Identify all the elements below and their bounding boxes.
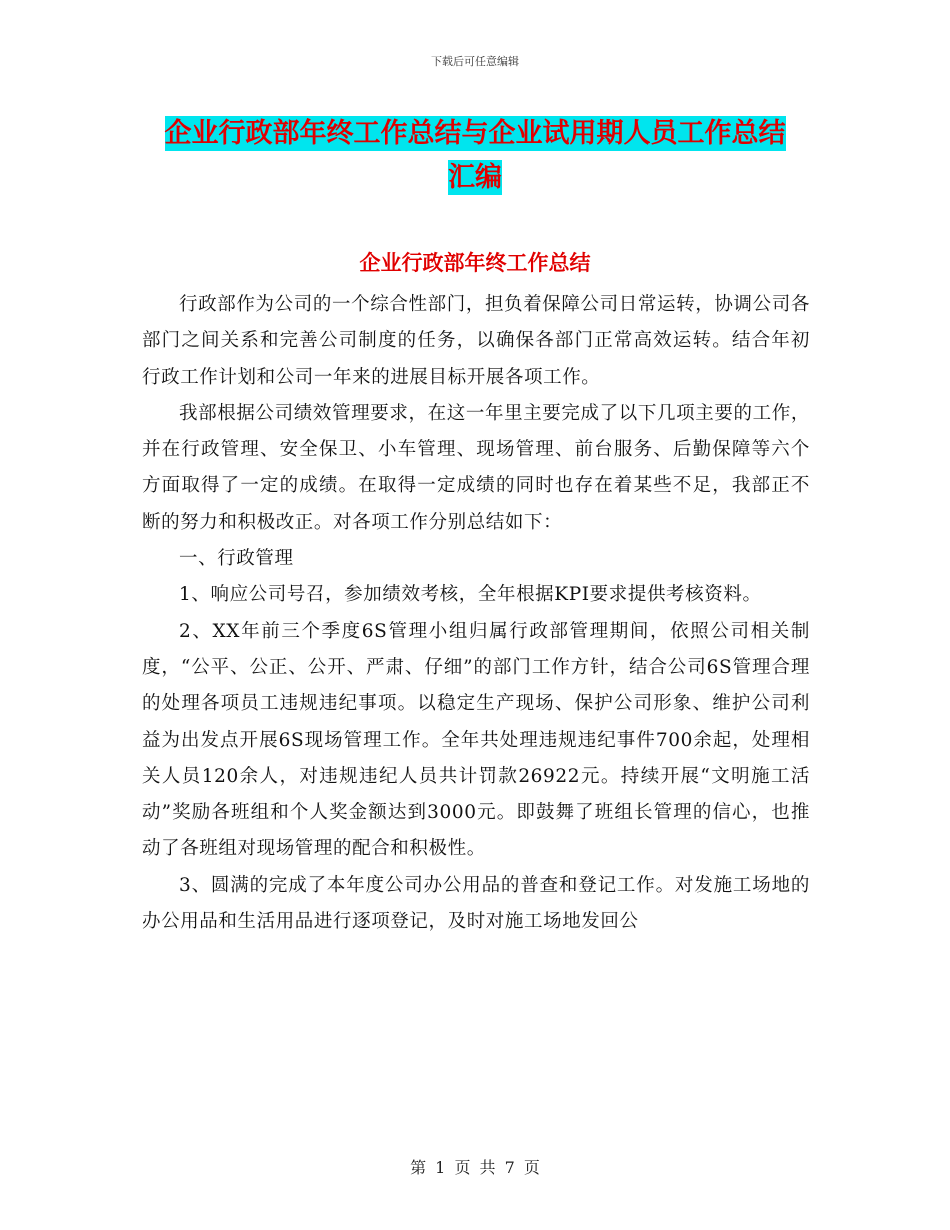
paragraph: 行政部作为公司的一个综合性部门，担负着保障公司日常运转，协调公司各部门之间关系和完善公司制度的任务，以确保各部门正常高效运转。结合年初行政工作计划和公司一年来的进展目标开展各项工作。 — [142, 294, 810, 388]
document-body — [142, 287, 810, 940]
header-note: 下载后可任意编辑 — [431, 55, 519, 68]
paragraph: 1、响应公司号召，参加绩效考核，全年根据KPI要求提供考核资料。 — [179, 584, 762, 606]
subheading: 一、行政管理 — [179, 548, 294, 570]
title-line-2: 汇编 — [448, 162, 502, 193]
page-footer: 第 1 页 共 7 页 — [410, 1158, 540, 1177]
paragraph: 3、圆满的完成了本年度公司办公用品的普查和登记工作。对发施工场地的办公用品和生活用品进行逐项登记，及时对施工场地发回公 — [142, 874, 810, 933]
title-line-1: 企业行政部年终工作总结与企业试用期人员工作总结 — [164, 118, 786, 149]
paragraph: 2、XX年前三个季度6S管理小组归属行政部管理期间，依照公司相关制度，“公平、公正、公开、严肃、仔细”的部门工作方针，结合公司6S管理合理的处理各项员工违规违纪事项。以稳定生产现场、保护公司形象、维护公司利益为出发点开展6S现场管理工作。全年共处理违规违纪事件700余起，处理相关人员120余人，对违规违纪人员共计罚款26922元。持续开展“文明施工活动”奖励各班组和个人奖金额达到3000元。即鼓舞了班组长管理的信心，也推动了各班组对现场管理的配合和积极性。 — [142, 620, 810, 860]
paragraph: 我部根据公司绩效管理要求，在这一年里主要完成了以下几项主要的工作，并在行政管理、安全保卫、小车管理、现场管理、前台服务、后勤保障等六个方面取得了一定的成绩。在取得一定成绩的同时也存在着某些不足，我部正不断的努力和积极改正。对各项工作分别总结如下： — [142, 402, 810, 533]
section-title: 企业行政部年终工作总结 — [359, 251, 591, 275]
document-title — [0, 112, 950, 200]
